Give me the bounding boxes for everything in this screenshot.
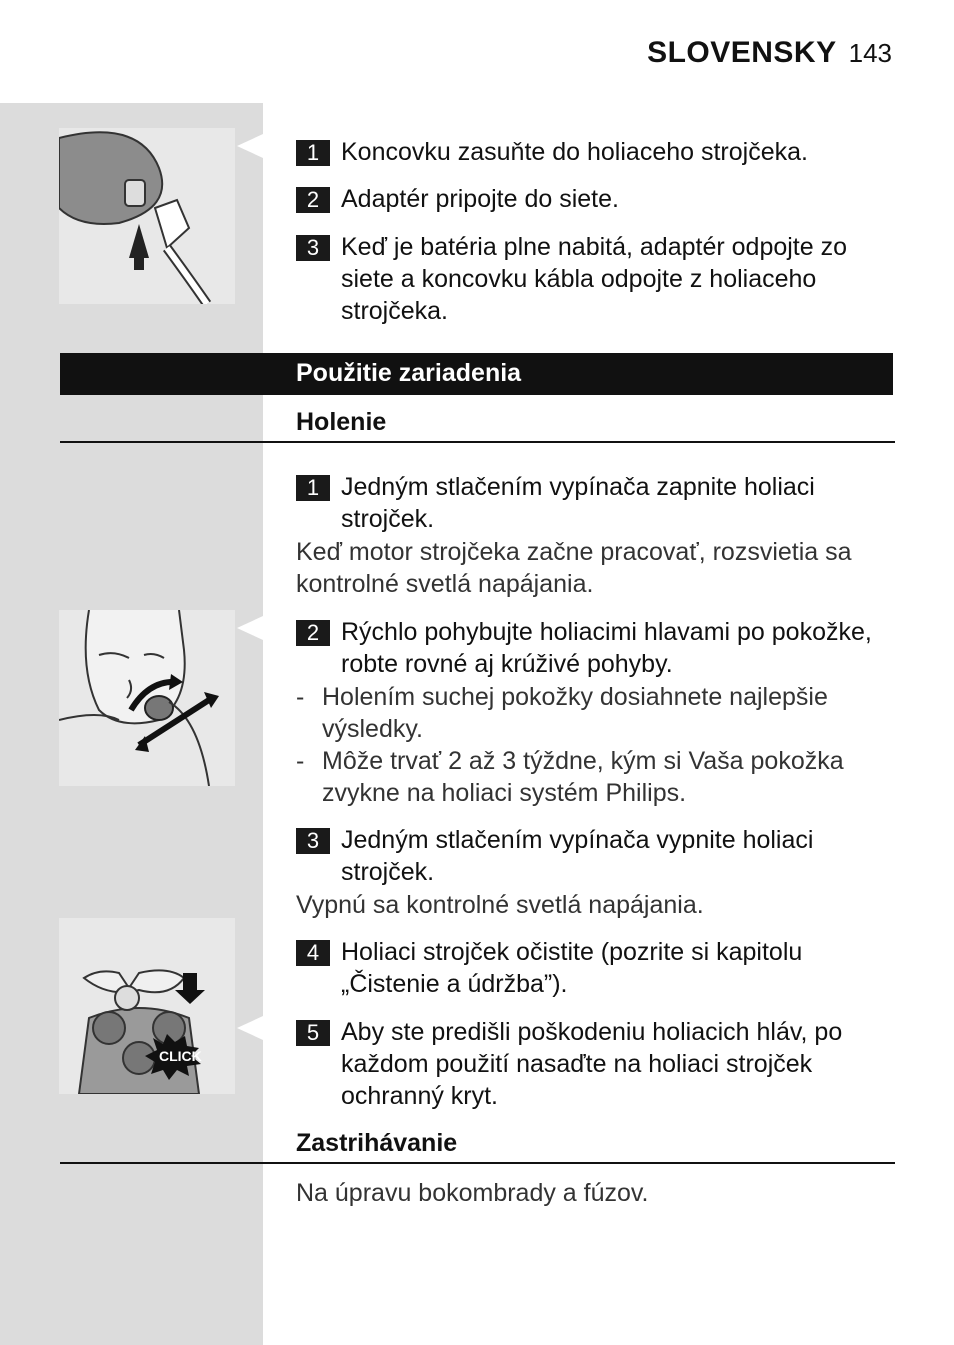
subheading-zastrihavanie: Zastrihávanie: [296, 1129, 458, 1157]
section-title-bar: [60, 353, 893, 395]
step-3-charging: [296, 231, 901, 327]
step-number-badge: 5: [296, 1020, 330, 1046]
section-title: Použitie zariadenia: [296, 359, 522, 387]
step-3-shaving: [296, 824, 901, 888]
step-text: Holiaci strojček očistite (pozrite si kapitolu „Čistenie a údržba”).: [341, 938, 803, 998]
click-label: CLICK: [159, 1048, 202, 1064]
step-note: Keď motor strojčeka začne pracovať, rozsvietia sa kontrolné svetlá napájania.: [296, 538, 852, 598]
step-text: Jedným stlačením vypínača zapnite holiaci strojček.: [341, 473, 815, 533]
figure-pointer: [237, 134, 263, 158]
step-text: Adaptér pripojte do siete.: [341, 185, 619, 213]
step-text: Koncovku zasuňte do holiaceho strojčeka.: [341, 138, 808, 166]
subheading-holenie: Holenie: [296, 408, 387, 436]
shaver-plug-icon: [59, 128, 235, 304]
step-number-badge: 3: [296, 828, 330, 854]
figure-pointer: [237, 1016, 263, 1040]
trimming-note: Na úpravu bokombrady a fúzov.: [296, 1179, 649, 1207]
divider-line: [60, 441, 895, 443]
cap-click-icon: [59, 918, 235, 1094]
step-number-badge: 1: [296, 140, 330, 166]
step-note: Vypnú sa kontrolné svetlá napájania.: [296, 891, 704, 919]
charging-illustration: [59, 128, 235, 304]
page-header: [647, 36, 892, 70]
step-text: Jedným stlačením vypínača vypnite holiaci strojček.: [341, 826, 814, 886]
shaving-face-illustration: [59, 610, 235, 786]
language-label: SLOVENSKY: [647, 36, 837, 69]
step-text: Rýchlo pohybujte holiacimi hlavami po pokožke, robte rovné aj krúživé pohyby.: [341, 618, 872, 678]
step-2-shaving: [296, 616, 901, 680]
bullet-text: Môže trvať 2 až 3 týždne, kým si Vaša pokožka zvykne na holiaci systém Philips.: [322, 747, 844, 807]
step-number-badge: 3: [296, 235, 330, 261]
figure-pointer: [237, 616, 263, 640]
bullet-text: Holením suchej pokožky dosiahnete najlepšie výsledky.: [322, 683, 828, 743]
bullet-dash: -: [296, 683, 305, 711]
step-number-badge: 1: [296, 475, 330, 501]
step-number-badge: 2: [296, 187, 330, 213]
step-number-badge: 4: [296, 940, 330, 966]
face-shaving-icon: [59, 610, 235, 786]
divider-line: [60, 1162, 895, 1164]
step-text: Keď je batéria plne nabitá, adaptér odpojte zo siete a koncovku kábla odpojte z holiaceho strojčeka.: [341, 233, 848, 325]
step-5-cap: [296, 1016, 901, 1112]
page-number: 143: [848, 38, 892, 68]
step-4-cleaning: [296, 936, 901, 1000]
step-2-charging: [296, 183, 901, 215]
bullet-item: [296, 745, 896, 809]
step-1-charging: [296, 136, 901, 168]
bullet-item: [296, 681, 896, 745]
step-text: Aby ste predišli poškodeniu holiacich hláv, po každom použití nasaďte na holiaci strojček ochranný kryt.: [341, 1018, 843, 1110]
bullet-dash: -: [296, 747, 305, 775]
protective-cap-illustration: [59, 918, 235, 1094]
step-number-badge: 2: [296, 620, 330, 646]
step-1-shaving: [296, 471, 901, 535]
